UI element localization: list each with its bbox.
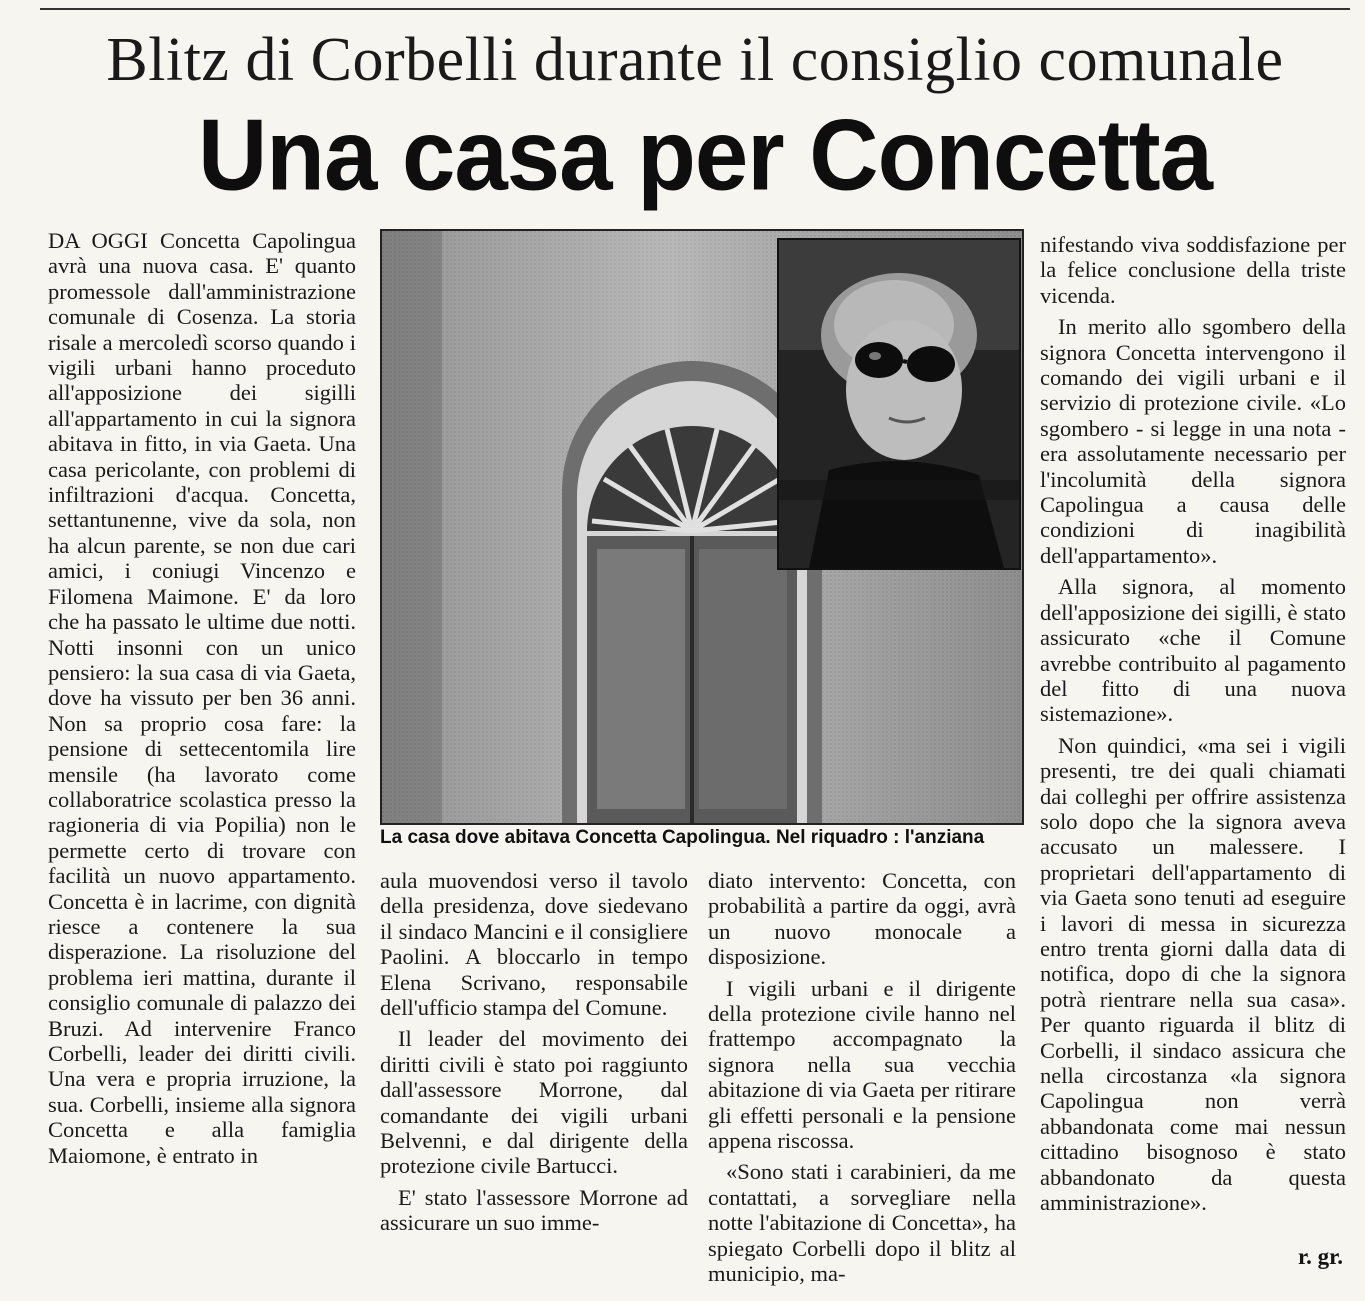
portrait-inset-photo <box>777 238 1021 570</box>
column-3-paragraph-2: I vigili urbani e il dirigente della protezione civile hanno nel frattempo accompagnato la signora nella sua vecchia abitazione di via Gaeta per ritirare gli effetti personali e la pensione appena riscossa. <box>708 975 1016 1154</box>
article-headline: Una casa per Concetta <box>197 99 1213 212</box>
column-2-paragraph-3: E' stato l'assessore Morrone ad assicurare un suo imme- <box>380 1184 688 1236</box>
column-4-paragraph-4: Non quindici, «ma sei i vigili presenti, tre dei quali chiamati dai colleghi per offrire assistenza solo dopo che la signora aveva accusato un malessere. I proprietari dell'appartamento di via Gaeta sono tenuti ad eseguire i lavori di messa in sicurezza entro trenta giorni dalla data di notifica, dopo di che la signora potrà rientrare nella sua casa». Per quanto riguarda il blitz di Corbelli, il sindaco assicura che nella circostanza «la signora Capolingua non verrà abbandonata come mai nessun cittadino bisognoso è stato abbandonato da questa amministrazione». <box>1040 732 1346 1216</box>
article-kicker: Blitz di Corbelli durante il consiglio comunale <box>106 26 1284 94</box>
column-4-paragraph-3: Alla signora, al momento dell'apposizione dei sigilli, è stato assicurato «che il Comune avrebbe contribuito al pagamento del fitto di una nuova sistemazione». <box>1040 574 1346 727</box>
author-initials: r. gr. <box>1298 1244 1343 1269</box>
photo-caption: La casa dove abitava Concetta Capolingua. Nel riquadro : l'anziana <box>380 827 985 848</box>
article-column-2 <box>380 868 688 1242</box>
elderly-woman-portrait-image <box>779 240 1019 568</box>
article-column-3 <box>708 868 1016 1293</box>
column-3-paragraph-3: «Sono stati i carabinieri, da me contattati, a sorvegliare nella notte l'abitazione di Concetta», ha spiegato Corbelli dopo il blitz al municipio, ma- <box>708 1159 1016 1287</box>
top-rule <box>40 8 1350 10</box>
column-4-paragraph-1: nifestando viva soddisfazione per la felice conclusione della triste vicenda. <box>1040 232 1346 308</box>
column-3-paragraph-1: diato intervento: Concetta, con probabilità a partire da oggi, avrà un nuovo monocale a disposizione. <box>708 868 1016 970</box>
column-4-paragraph-2: In merito allo sgombero della signora Concetta intervengono il comando dei vigili urbani e il servizio di protezione civile. «Lo sgombero - si legge in una nota - era assolutamente necessario per l'incolumità della signora Capolingua a causa delle condizioni di inagibilità dell'appartamento». <box>1040 314 1346 568</box>
column-2-paragraph-2: Il leader del movimento dei diritti civili è stato poi raggiunto dall'assessore Morrone, dal comandante dei vigili urbani Belvenni, e dal dirigente della protezione civile Bartucci. <box>380 1026 688 1179</box>
article-column-4 <box>1040 232 1346 1221</box>
column-1-paragraph-1: DA OGGI Concetta Capolingua avrà una nuova casa. E' quanto promessole dall'amministrazione comunale di Cosenza. La storia risale a mercoledì scorso quando i vigili urbani hanno proceduto all'apposizione dei sigilli all'appartamento in cui la signora abitava in fitto, in via Gaeta. Una casa pericolante, con problemi di infiltrazioni d'acqua. Concetta, settantunenne, vive da sola, non ha alcun parente, se non due cari amici, i coniugi Vincenzo e Filomena Maimone. E' da loro che ha passato le ultime due notti. Notti insonni con un unico pensiero: la sua casa di via Gaeta, dove ha vissuto per ben 36 anni. Non sa proprio cosa fare: la pensione di settecentomila lire mensile (ha lavorato come collaboratrice scolastica presso la ragioneria di via Popilia) non le permette certo di trovare con facilità un nuovo appartamento. Concetta è in lacrime, con dignità riesce a contenere la sua disperazione. La risoluzione del problema ieri mattina, durante il consiglio comunale di palazzo dei Bruzi. Ad intervenire Franco Corbelli, leader dei diritti civili. Una vera e propria irruzione, la sua. Corbelli, insieme alla signora Concetta e alla famiglia Maiomone, è entrato in <box>48 228 356 1168</box>
article-column-1 <box>48 228 356 1174</box>
column-2-paragraph-1: aula muovendosi verso il tavolo della presidenza, dove siedevano il sindaco Mancini e il consigliere Paolini. A bloccarlo in tempo Elena Scrivano, responsabile dell'ufficio stampa del Comune. <box>380 868 688 1021</box>
